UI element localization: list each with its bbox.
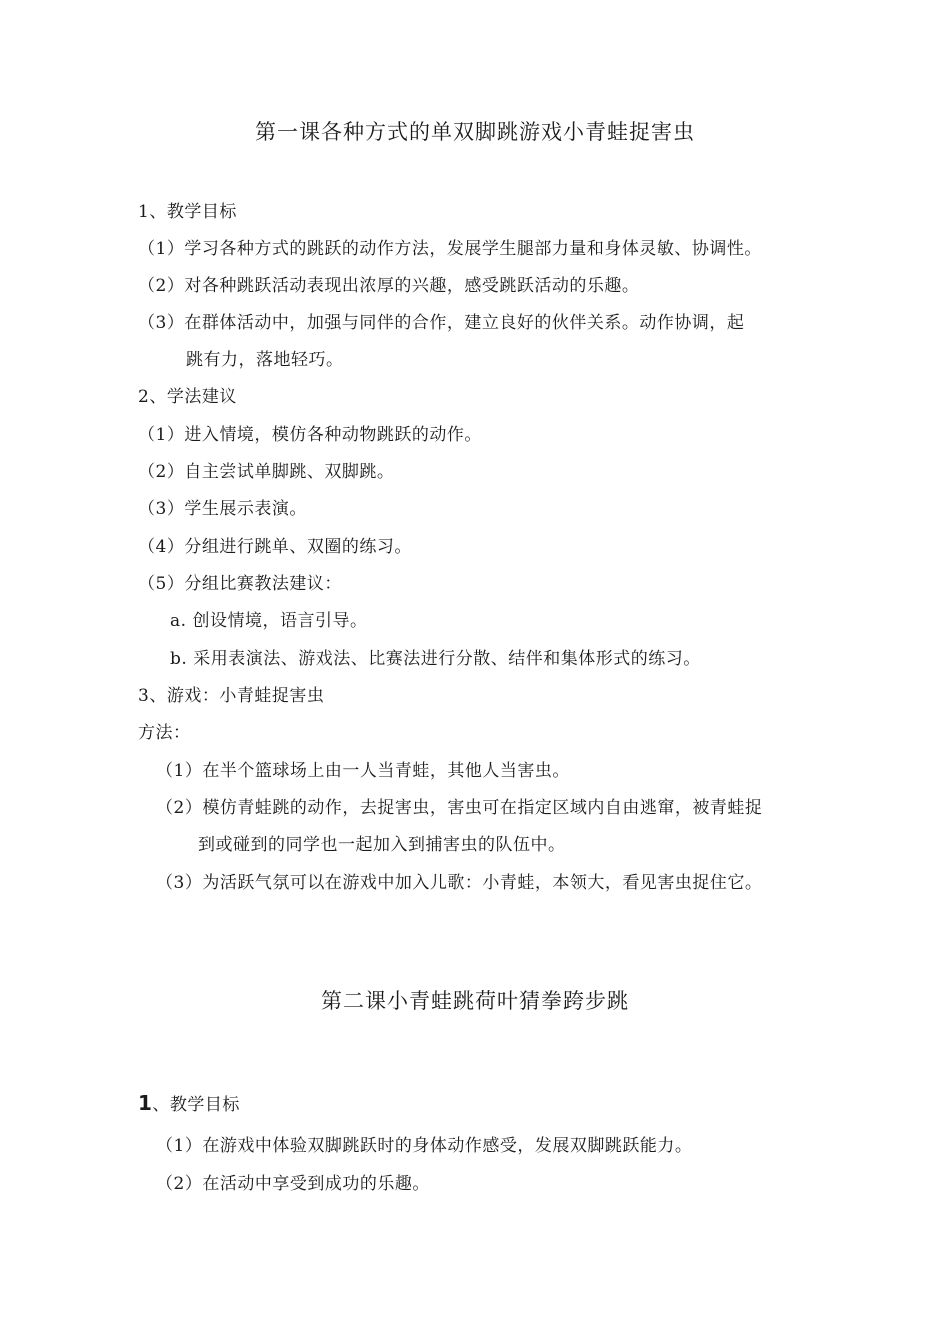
lesson2-goal-2: （2）在活动中享受到成功的乐趣。 (156, 1174, 430, 1194)
lesson1-method-5: （5）分组比赛教法建议： (138, 574, 342, 594)
lesson1-title: 第一课各种方式的单双脚跳游戏小青蛙捉害虫 (255, 120, 695, 144)
lesson1-goal-1: （1）学习各种方式的跳跃的动作方法，发展学生腿部力量和身体灵敏、协调性。 (138, 239, 762, 259)
lesson2-goal-1: （1）在游戏中体验双脚跳跃时的身体动作感受，发展双脚跳跃能力。 (156, 1136, 693, 1156)
lesson1-method-label: 方法： (138, 723, 191, 743)
lesson2-section1-heading (138, 1091, 240, 1117)
lesson1-method-2: （2）自主尝试单脚跳、双脚跳。 (138, 462, 395, 482)
lesson1-section2-heading: 2、学法建议 (138, 387, 237, 407)
lesson1-game-step-3: （3）为活跃气氛可以在游戏中加入儿歌：小青蛙，本领大，看见害虫捉住它。 (156, 873, 763, 893)
lesson2-title: 第二课小青蛙跳荷叶猜拳跨步跳 (321, 989, 629, 1013)
lesson2-section1-heading-text: 、教学目标 (152, 1095, 240, 1115)
lesson1-goal-2: （2）对各种跳跃活动表现出浓厚的兴趣，感受跳跃活动的乐趣。 (138, 276, 640, 296)
lesson1-method-5b: b. 采用表演法、游戏法、比赛法进行分散、结伴和集体形式的练习。 (170, 649, 701, 669)
lesson1-game-step-2-cont: 到或碰到的同学也一起加入到捕害虫的队伍中。 (198, 835, 566, 855)
lesson1-goal-3: （3）在群体活动中，加强与同伴的合作，建立良好的伙伴关系。动作协调，起 (138, 313, 745, 333)
lesson1-section1-heading: 1、教学目标 (138, 202, 237, 222)
lesson1-section3-heading: 3、游戏：小青蛙捉害虫 (138, 686, 325, 706)
lesson1-method-4: （4）分组进行跳单、双圈的练习。 (138, 537, 412, 557)
lesson1-goal-3-cont: 跳有力，落地轻巧。 (186, 350, 344, 370)
lesson1-method-3: （3）学生展示表演。 (138, 499, 307, 519)
lesson1-method-1: （1）进入情境，模仿各种动物跳跃的动作。 (138, 425, 482, 445)
lesson1-game-step-1: （1）在半个篮球场上由一人当青蛙，其他人当害虫。 (156, 761, 570, 781)
lesson2-section1-heading-number: 1 (138, 1091, 153, 1115)
lesson1-game-step-2: （2）模仿青蛙跳的动作，去捉害虫，害虫可在指定区域内自由逃窜，被青蛙捉 (156, 798, 763, 818)
lesson1-method-5a: a. 创设情境，语言引导。 (170, 611, 368, 631)
